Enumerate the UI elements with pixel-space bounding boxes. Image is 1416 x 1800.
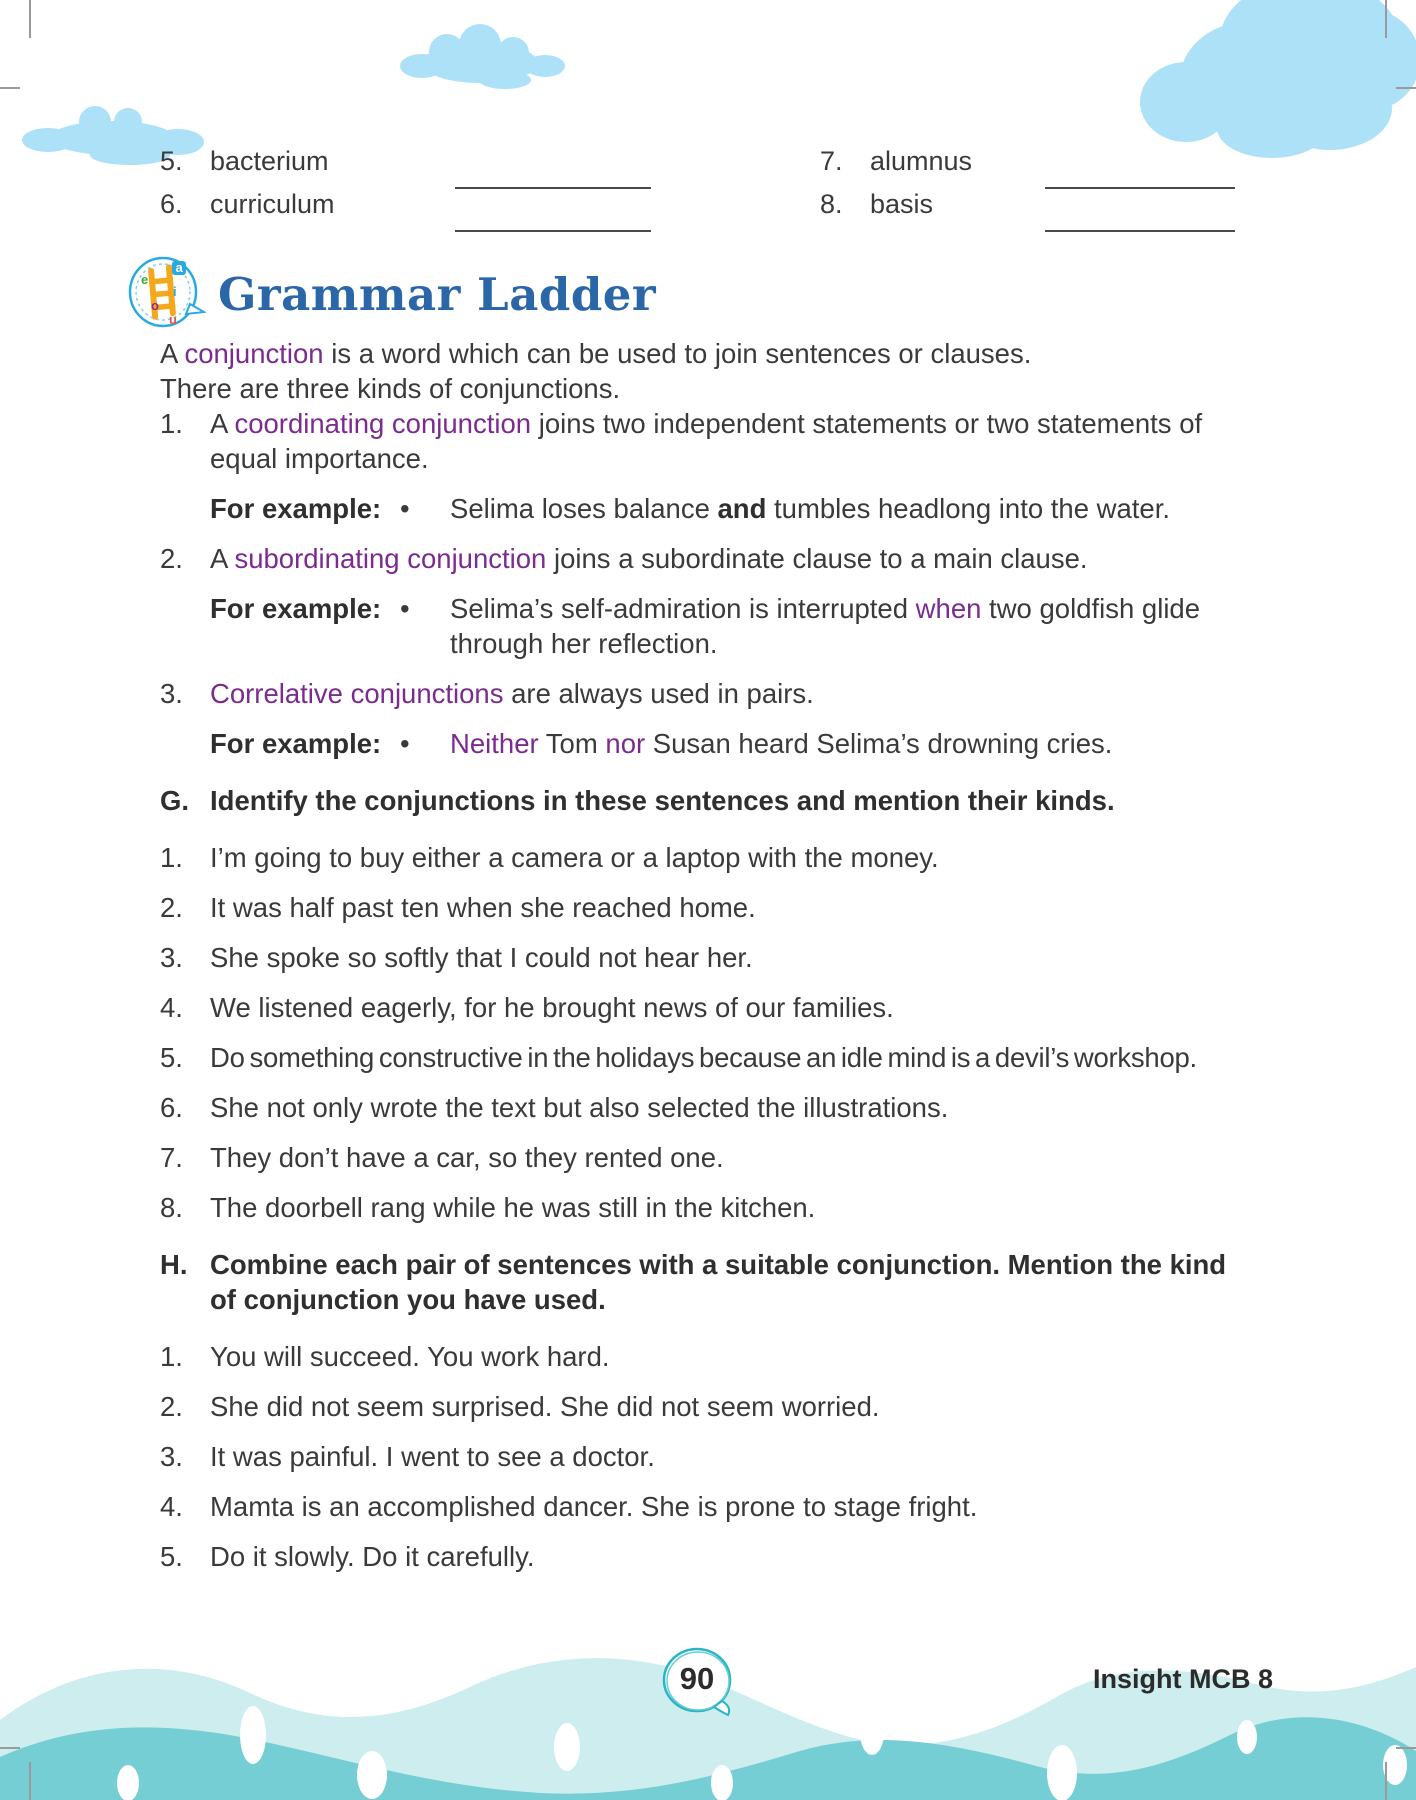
text-segment: joins a subordinate clause to a main clause.: [546, 543, 1088, 574]
text-segment: two goldfish glide through her reflection.: [450, 593, 1201, 659]
crop-mark: [1385, 0, 1387, 38]
kind-item: [160, 406, 1252, 476]
item-number: 5.: [160, 1541, 183, 1572]
item-number: 3.: [160, 942, 183, 973]
word-list: [160, 146, 1235, 232]
word: alumnus: [870, 146, 973, 176]
keyword: conjunction: [184, 338, 324, 369]
sentence: She spoke so softly that I could not hear her.: [210, 942, 753, 973]
keyword: subordinating conjunction: [234, 543, 547, 574]
item-number: 7.: [820, 146, 843, 176]
answer-blank[interactable]: [1045, 189, 1235, 232]
keyword: coordinating conjunction: [234, 408, 532, 439]
exercise-g-item: [160, 890, 1252, 925]
item-number: 3.: [160, 678, 183, 709]
example-label: For example:: [210, 728, 382, 759]
item-number: 3.: [160, 1441, 183, 1472]
crop-mark: [1396, 87, 1416, 89]
item-number: 5.: [160, 1042, 183, 1073]
example-label: For example:: [210, 493, 382, 524]
example-row: [210, 591, 1252, 661]
item-number: 5.: [160, 146, 183, 176]
text-segment: Selima’s self-admiration is interrupted: [450, 593, 916, 624]
svg-text:i: i: [173, 284, 177, 299]
text-segment: are always used in pairs.: [503, 678, 814, 709]
item-number: 2.: [160, 1391, 183, 1422]
exercise-g-item: [160, 1140, 1252, 1175]
exercise-label: H.: [160, 1249, 188, 1280]
sentence: The doorbell rang while he was still in the kitchen.: [210, 1192, 816, 1223]
sentence: She not only wrote the text but also selected the illustrations.: [210, 1092, 949, 1123]
sentence: Do something constructive in the holidays because an idle mind is a devil’s workshop.: [210, 1042, 1197, 1073]
item-number: 4.: [160, 992, 183, 1023]
text-segment: joins two independent statements or two statements of equal importance.: [210, 408, 1203, 474]
crop-mark: [29, 1762, 31, 1800]
kind-text: [210, 676, 1252, 711]
exercise-h-item: [160, 1439, 1252, 1474]
sentence: We listened eagerly, for he brought news of our families.: [210, 992, 894, 1023]
bullet: •: [400, 593, 410, 624]
sentence: Mamta is an accomplished dancer. She is prone to stage fright.: [210, 1491, 978, 1522]
item-number: 8.: [160, 1192, 183, 1223]
text-segment: tumbles headlong into the water.: [766, 493, 1171, 524]
text-segment: Selima loses balance: [450, 493, 718, 524]
bullet: •: [400, 493, 410, 524]
exercise-g-item: [160, 1190, 1252, 1225]
exercise-g-item: [160, 1090, 1252, 1125]
answer-blank[interactable]: [1045, 146, 1235, 189]
crop-mark: [0, 1747, 20, 1749]
item-number: 1.: [160, 408, 183, 439]
example-row: [210, 491, 1252, 526]
exercise-h-item: [160, 1389, 1252, 1424]
bullet: •: [400, 728, 410, 759]
example-text: [450, 591, 1252, 661]
crop-mark: [1396, 1747, 1416, 1749]
item-number: 8.: [820, 189, 843, 219]
exercise-h-item: [160, 1539, 1252, 1574]
intro-sentence: [160, 336, 1252, 371]
section-title: Grammar Ladder: [218, 267, 657, 321]
text-segment: A: [210, 543, 235, 574]
word-list-row: [160, 146, 1235, 189]
item-number: 6.: [160, 189, 183, 219]
item-number: 2.: [160, 543, 183, 574]
item-number: 2.: [160, 892, 183, 923]
exercise-h-item: [160, 1339, 1252, 1374]
text-segment: is a word which can be used to join sentences or clauses.: [323, 338, 1032, 369]
svg-text:o: o: [151, 298, 159, 313]
item-number: 7.: [160, 1142, 183, 1173]
exercise-h-item: [160, 1489, 1252, 1524]
item-number: 6.: [160, 1092, 183, 1123]
exercise-g-item: [160, 940, 1252, 975]
item-number: 1.: [160, 842, 183, 873]
section-header: [124, 252, 656, 336]
svg-text:a: a: [175, 260, 183, 275]
book-brand: Insight MCB 8: [1093, 1664, 1273, 1694]
svg-text:e: e: [141, 272, 149, 287]
conjunction-word: nor: [605, 728, 646, 759]
conjunction-word: when: [915, 593, 982, 624]
word-list-row: [160, 189, 1235, 232]
page-number-badge: [660, 1645, 740, 1721]
word: curriculum: [210, 189, 335, 219]
conjunction-word: Neither: [450, 728, 539, 759]
grammar-ladder-icon: [124, 252, 206, 336]
kind-item: [160, 676, 1252, 711]
sentence: They don’t have a car, so they rented one.: [210, 1142, 724, 1173]
exercise-g-item: [160, 840, 1252, 875]
text-segment: Tom: [538, 728, 606, 759]
text-segment: A: [160, 338, 185, 369]
keyword: Correlative conjunctions: [210, 678, 504, 709]
text-segment: Susan heard Selima’s drowning cries.: [645, 728, 1113, 759]
exercise-instruction: Identify the conjunctions in these sentences and mention their kinds.: [210, 785, 1115, 816]
conjunction-word: and: [717, 493, 767, 524]
word: basis: [870, 189, 934, 219]
exercise-label: G.: [160, 785, 190, 816]
example-text: [450, 726, 1252, 761]
kind-item: [160, 541, 1252, 576]
crop-mark: [0, 87, 20, 89]
page-content: [160, 336, 1252, 1589]
exercise-g-item: [160, 990, 1252, 1025]
kind-text: [210, 406, 1252, 476]
example-text: [450, 491, 1252, 526]
answer-blank[interactable]: [455, 189, 651, 232]
exercise-g-item: [160, 1040, 1252, 1075]
page-number: 90: [679, 1661, 715, 1696]
example-row: [210, 726, 1252, 761]
text-segment: A: [210, 408, 235, 439]
crop-mark: [29, 0, 31, 38]
sentence: She did not seem surprised. She did not seem worried.: [210, 1391, 880, 1422]
answer-blank[interactable]: [455, 146, 651, 189]
crop-mark: [1385, 1762, 1387, 1800]
exercise-h-heading: [160, 1247, 1252, 1317]
svg-text:u: u: [169, 312, 177, 327]
item-number: 1.: [160, 1341, 183, 1372]
sentence: You will succeed. You work hard.: [210, 1341, 610, 1372]
item-number: 4.: [160, 1491, 183, 1522]
exercise-instruction: Combine each pair of sentences with a suitable conjunction. Mention the kind of conjunction you have used.: [210, 1249, 1227, 1315]
exercise-g-heading: [160, 783, 1252, 818]
kind-text: [210, 541, 1252, 576]
sentence: Do it slowly. Do it carefully.: [210, 1541, 535, 1572]
sentence: It was half past ten when she reached home.: [210, 892, 756, 923]
intro-sentence: There are three kinds of conjunctions.: [160, 373, 621, 404]
word: bacterium: [210, 146, 329, 176]
example-label: For example:: [210, 593, 382, 624]
sentence: I’m going to buy either a camera or a laptop with the money.: [210, 842, 939, 873]
sentence: It was painful. I went to see a doctor.: [210, 1441, 655, 1472]
